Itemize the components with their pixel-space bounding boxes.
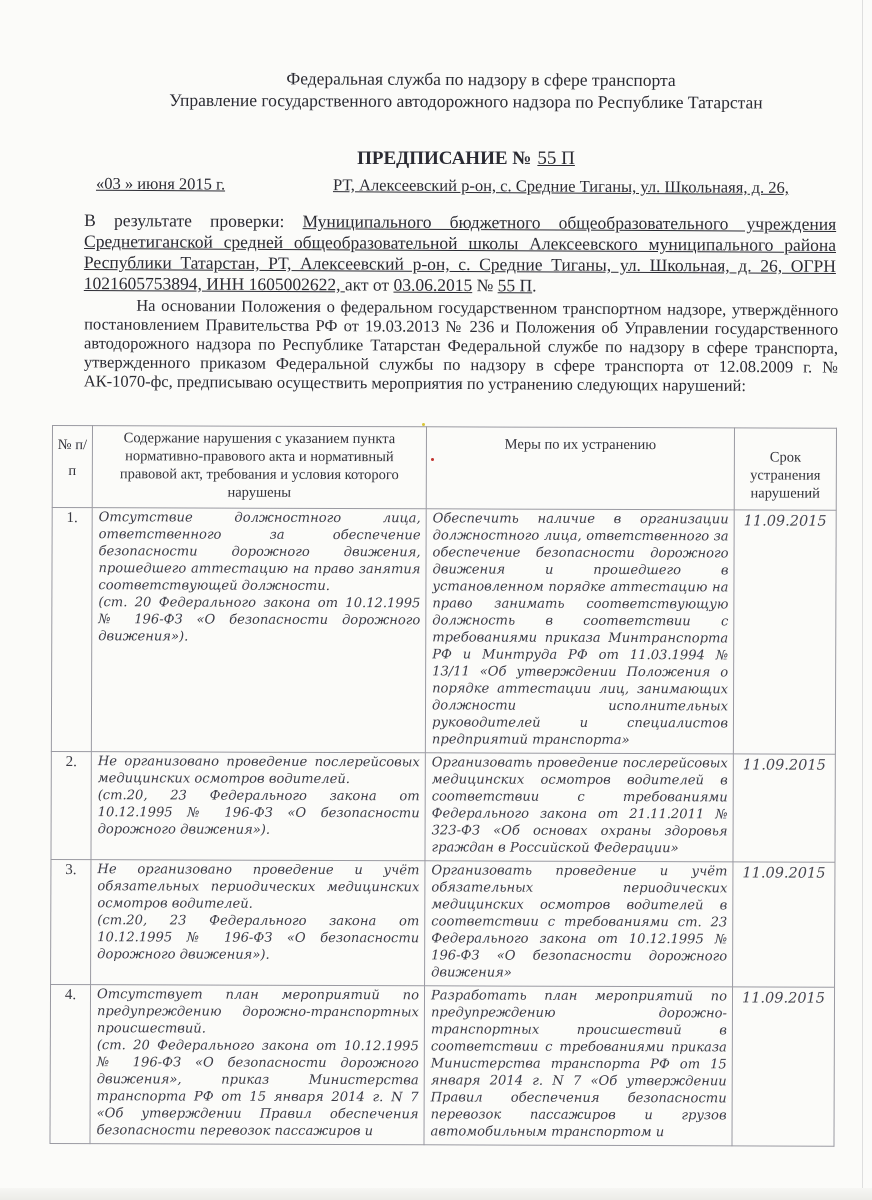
inspection-intro	[84, 210, 836, 298]
page-bottom-edge	[0, 1188, 872, 1200]
row-number: 1.	[51, 508, 92, 752]
table-row	[51, 508, 836, 755]
order-number: 55 П	[537, 148, 575, 169]
document-date: «03 » июня 2015 г.	[95, 173, 226, 194]
legal-basis-paragraph: На основании Положения о федеральном государственном транспортном надзоре, утверждённого постановлением Правительства РФ от 19.03.2013 № 236 и Положения об Управлении государственного автодорожного надзора по Республике Татарстан Федеральной службе по надзору в сфере транспорта, утвержденного приказом Федеральной службы по надзору в сфере транспорта от 12.08.2009 г. № АК-1070-фс, предписываю осуществить мероприятия по устранению следующих нарушений:	[83, 295, 839, 395]
act-number: 55 П	[497, 275, 533, 296]
violation-text: Не организовано проведение послерейсовых медицинских осмотров водителей.	[97, 754, 420, 788]
header-number	[52, 426, 92, 508]
header-violation: Содержание нарушения с указанием пункта нормативно-правового акта и нормативный правовой акт, требования и условия которого нарушены	[92, 426, 426, 509]
scan-artifact	[431, 458, 434, 461]
header-measures: Меры по их устранению	[426, 427, 734, 510]
violation-cell	[91, 752, 425, 861]
violation-cell	[91, 508, 426, 753]
table-row	[51, 859, 835, 987]
agency-name: Федеральная служба по надзору в сфере транспорта	[286, 68, 676, 91]
intro-prefix: В результате проверки:	[84, 210, 303, 232]
table-row	[51, 751, 835, 862]
violation-text: Отсутствие должностного лица, ответственного за обеспечение безопасности дорожного движения, прошедшего аттестацию на право занятия соответствующей должности.	[98, 510, 421, 594]
document-place: РТ, Алексеевский р-он, с. Средние Тиганы, ул. Школьнаяя, д. 26,	[332, 175, 789, 197]
act-number-label: №	[472, 275, 498, 296]
measures-cell: Обеспечить наличие в организации должностного лица, ответственного за обеспечение безопасности дорожного движения и прошедшего в установленном порядке аттестацию на право занимать соответствующую должность в соответствии с требованиями приказа Минтранспорта РФ и Минтруда РФ от 11.03.1994 № 13/11 «Об утверждении Положения о порядке аттестации лиц, занимающих должности исполнительных руководителей и специалистов предприятий транспорта»	[425, 509, 734, 754]
row-number: 4.	[50, 984, 91, 1143]
table-row	[50, 984, 835, 1146]
page-edge	[862, 0, 863, 1200]
title-label: ПРЕДПИСАНИЕ №	[357, 148, 532, 169]
date-and-place	[96, 174, 836, 199]
violation-text: Отсутствует план мероприятий по предупреждению дорожно-транспортных происшествий.	[96, 987, 420, 1037]
violation-reference: (ст. 20 Федерального закона от 10.12.1995 № 196-ФЗ «О безопасности дорожного движения»).	[98, 595, 421, 645]
intro-end: .	[532, 275, 537, 296]
violation-reference: (ст.20, 23 Федерального закона от 10.12.1995 № 196-ФЗ «О безопасности дорожного движения»).	[97, 788, 420, 838]
row-number: 3.	[51, 859, 91, 984]
table-header-row	[52, 426, 836, 511]
violation-reference: (ст. 20 Федерального закона от 10.12.1995 № 196-ФЗ «О безопасности дорожного движения», приказ Министерства транспорта РФ от 15 января 2014 г. N 7 «Об утверждении Правил обеспечения безопасности перевозок пассажиров и	[96, 1038, 419, 1140]
violation-cell	[90, 985, 425, 1145]
violations-table	[49, 425, 837, 1147]
header-deadline: Срок устранения нарушений	[734, 428, 836, 510]
row-number: 2.	[51, 751, 91, 859]
deadline-cell: 11.09.2015	[733, 862, 835, 987]
act-prefix: акт от	[344, 274, 394, 295]
act-date: 03.06.2015	[393, 274, 473, 296]
inspected-organization: Муниципального бюджетного общеобразовательного учреждения Среднетиганской средней общеобразовательной школы Алексеевского муниципального района Республики Татарстан, РТ, Алексеевский р-он, с. Средние Тиганы, ул. Школьная, д. 26, ОГРН 1021605753894, ИНН 1605002622,	[83, 211, 837, 295]
document-title	[0, 148, 872, 170]
organization-header	[0, 66, 872, 114]
header-number-label: № п/п	[57, 437, 88, 480]
violation-text: Не организовано проведение и учёт обязательных периодических медицинских осмотров водителей.	[97, 862, 420, 912]
department-name: Управление государственного автодорожного надзора по Республике Татарстан	[169, 89, 763, 113]
deadline-cell: 11.09.2015	[732, 987, 835, 1146]
violation-reference: (ст.20, 23 Федерального закона от 10.12.1995 № 196-ФЗ «О безопасности дорожного движения»).	[97, 913, 420, 963]
measures-cell: Организовать проведение послерейсовых медицинских осмотров водителей в соответствии с требованиями Федерального закона от 21.11.2011 № 323-ФЗ «Об основах охраны здоровья граждан в Российской Федерации»	[425, 753, 733, 862]
violation-cell	[91, 860, 425, 986]
deadline-cell: 11.09.2015	[733, 510, 836, 754]
measures-cell: Организовать проведение и учёт обязательных периодических медицинских осмотров водителей в соответствии с требованиями ст. 23 Федерального закона от 10.12.1995 № 196-ФЗ «О безопасности дорожного движения»	[425, 861, 733, 987]
deadline-cell: 11.09.2015	[733, 754, 835, 862]
measures-cell: Разработать план мероприятий по предупреждению дорожно-транспортных происшествий в соответствии с требованиями приказа Министерства транспорта РФ от 15 января 2014 г. N 7 «Об утверждении Правил обеспечения безопасности перевозок пассажиров и грузов автомобильным транспортом и	[424, 986, 733, 1146]
